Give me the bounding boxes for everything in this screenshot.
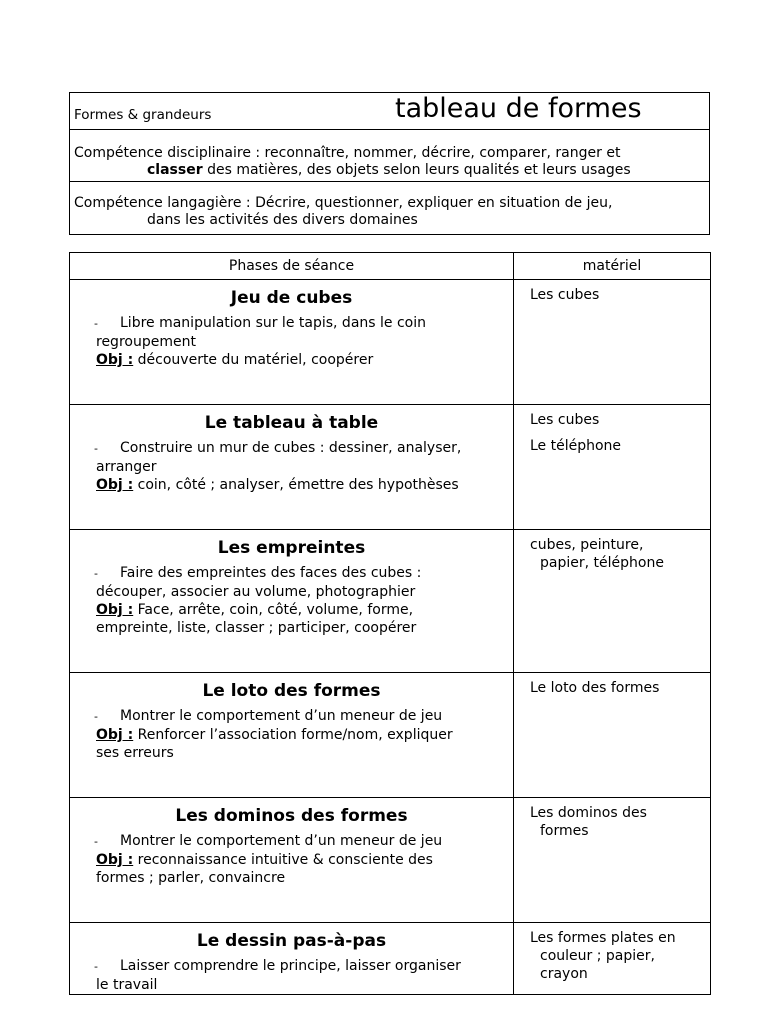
phase-title: Le loto des formes (202, 681, 381, 701)
objective-text: coin, côté ; analyser, émettre des hypothèses (133, 477, 459, 493)
objective-text-cont: empreinte, liste, classer ; participer, coopérer (96, 620, 417, 636)
obj-label: Obj : (96, 727, 134, 743)
competence-disciplinaire-rest: des matières, des objets selon leurs qualités et leurs usages (202, 162, 631, 178)
materiel-cell (514, 530, 711, 673)
objective-line (88, 851, 503, 869)
phase-title: Le dessin pas-à-pas (196, 931, 387, 951)
materiel-cell (514, 280, 711, 405)
dash-bullet-icon: - (94, 960, 98, 973)
phase-body (70, 953, 513, 994)
materiel-cell (514, 673, 711, 798)
phase-cell (70, 798, 514, 923)
bullet-item (88, 832, 503, 851)
obj-label: Obj : (96, 602, 134, 618)
bullet-item (88, 439, 503, 458)
phases-table (69, 252, 711, 995)
phase-title: Le tableau à table (204, 413, 379, 433)
objective-text: reconnaissance intuitive & consciente des (133, 852, 433, 868)
materiel-list (514, 530, 710, 572)
objective-text: Renforcer l’association forme/nom, expliquer (133, 727, 453, 743)
column-header-phases: Phases de séance (70, 253, 514, 280)
dash-bullet-icon: - (94, 835, 98, 848)
materiel-list (514, 405, 710, 455)
phase-title: Jeu de cubes (230, 288, 353, 308)
dash-bullet-icon: - (94, 710, 98, 723)
materiel-item: Les cubes (530, 287, 600, 303)
phase-body (70, 703, 513, 762)
materiel-list (514, 673, 710, 697)
bullet-text-cont: le travail (96, 977, 158, 993)
bullet-text-cont: regroupement (96, 334, 196, 350)
materiel-cell (514, 923, 711, 995)
phase-cell (70, 673, 514, 798)
objective-line (88, 601, 503, 619)
table-row (70, 405, 711, 530)
phase-body (70, 560, 513, 637)
phase-body (70, 828, 513, 887)
obj-label: Obj : (96, 352, 134, 368)
bullet-item (88, 707, 503, 726)
phase-title: Les dominos des formes (175, 806, 408, 826)
materiel-item: Les dominos des (530, 805, 647, 821)
table-header-row (70, 253, 711, 280)
materiel-list (514, 280, 710, 304)
bullet-text: Montrer le comportement d’un meneur de jeu (120, 833, 443, 849)
phase-cell (70, 405, 514, 530)
phase-cell (70, 280, 514, 405)
materiel-item: Le téléphone (530, 438, 622, 454)
phase-cell (70, 923, 514, 995)
bullet-item (88, 564, 503, 583)
materiel-cell (514, 405, 711, 530)
dash-bullet-icon: - (94, 317, 98, 330)
table-row (70, 280, 711, 405)
objective-line (88, 476, 503, 494)
competence-bold-word: classer (147, 162, 203, 178)
subject-label: Formes & grandeurs (74, 107, 212, 123)
phase-title: Les empreintes (217, 538, 366, 558)
table-row (70, 530, 711, 673)
bullet-item (88, 314, 503, 333)
competence-langagiere-line1: Compétence langagière : Décrire, questionner, expliquer en situation de jeu, (74, 195, 613, 211)
bullet-item (88, 957, 503, 976)
title-row (70, 93, 709, 130)
objective-text: découverte du matériel, coopérer (133, 352, 374, 368)
objective-text-cont: formes ; parler, convaincre (96, 870, 286, 886)
materiel-item: cubes, peinture, (530, 537, 644, 553)
bullet-text-cont: découper, associer au volume, photographier (96, 584, 416, 600)
objective-text-cont: ses erreurs (96, 745, 174, 761)
materiel-item: Le loto des formes (530, 680, 660, 696)
materiel-item: Les cubes (530, 412, 600, 428)
materiel-cell (514, 798, 711, 923)
phase-cell (70, 530, 514, 673)
page-title: tableau de formes (395, 93, 642, 124)
column-header-materiel: matériel (514, 253, 711, 280)
materiel-item-cont: crayon (540, 966, 588, 982)
table-row (70, 673, 711, 798)
header-table (69, 92, 710, 235)
materiel-item-cont: papier, téléphone (540, 555, 664, 571)
bullet-text: Libre manipulation sur le tapis, dans le coin (120, 315, 426, 331)
bullet-text-cont: arranger (96, 459, 157, 475)
phase-body (70, 435, 513, 494)
materiel-item: Les formes plates en (530, 930, 676, 946)
materiel-item-cont: couleur ; papier, (540, 948, 655, 964)
objective-line (88, 726, 503, 744)
competence-langagiere-line2: dans les activités des divers domaines (147, 212, 418, 228)
objective-line (88, 351, 503, 369)
phase-body (70, 310, 513, 369)
obj-label: Obj : (96, 852, 134, 868)
bullet-text: Faire des empreintes des faces des cubes : (120, 565, 422, 581)
materiel-list (514, 923, 710, 983)
competence-disciplinaire (70, 130, 709, 182)
obj-label: Obj : (96, 477, 134, 493)
bullet-text: Construire un mur de cubes : dessiner, analyser, (120, 440, 462, 456)
competence-langagiere (70, 182, 709, 234)
competence-disciplinaire-line1: Compétence disciplinaire : reconnaître, nommer, décrire, comparer, ranger et (74, 145, 621, 161)
dash-bullet-icon: - (94, 567, 98, 580)
materiel-item-cont: formes (540, 823, 589, 839)
table-row (70, 798, 711, 923)
bullet-text: Laisser comprendre le principe, laisser organiser (120, 958, 461, 974)
dash-bullet-icon: - (94, 442, 98, 455)
competence-disciplinaire-line2 (74, 162, 705, 179)
objective-text: Face, arrête, coin, côté, volume, forme, (133, 602, 414, 618)
materiel-list (514, 798, 710, 840)
bullet-text: Montrer le comportement d’un meneur de jeu (120, 708, 443, 724)
table-row (70, 923, 711, 995)
